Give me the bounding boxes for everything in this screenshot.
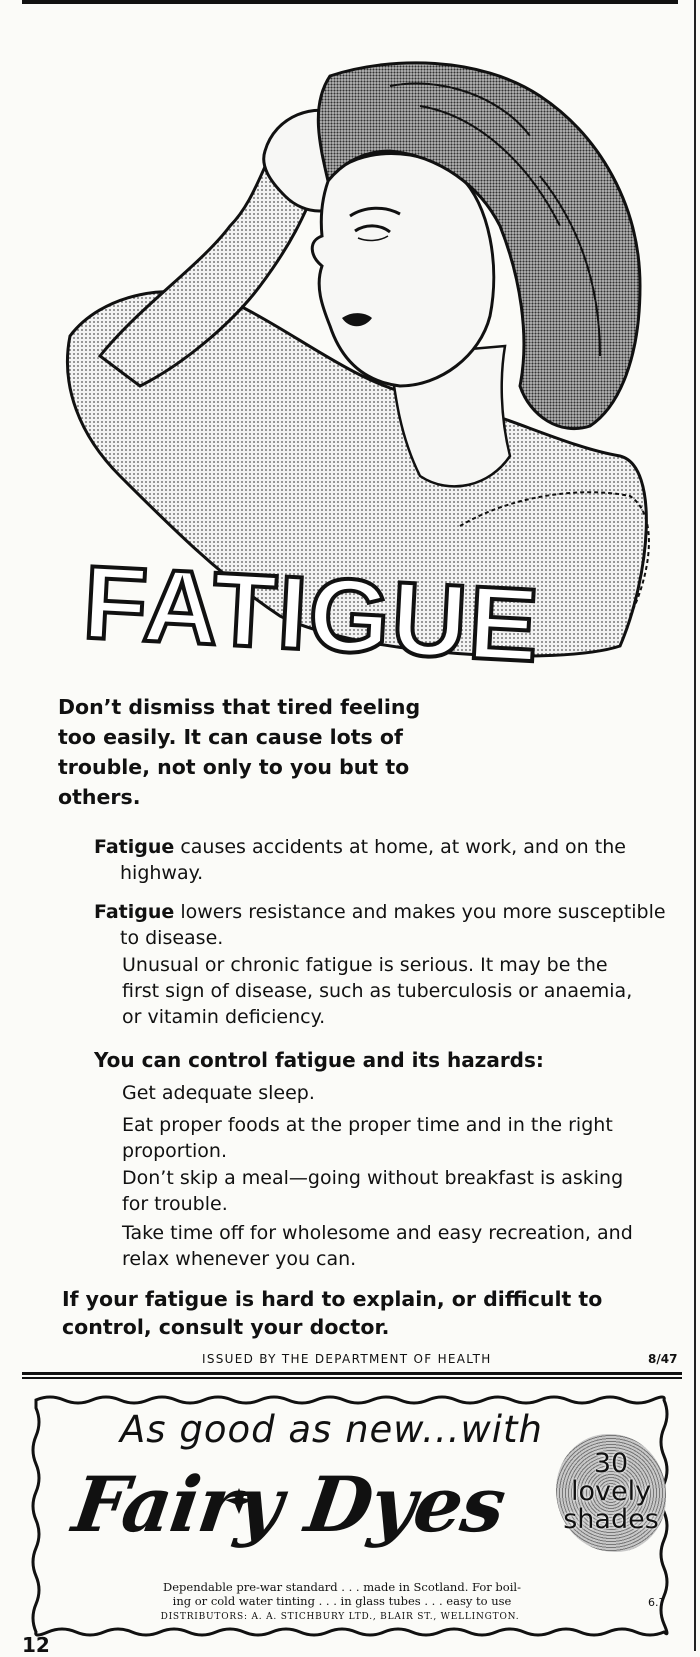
advert-brand: Fairy Dyes: [67, 1460, 511, 1549]
right-column-rule: [694, 0, 696, 1651]
issue-code: 8/47: [648, 1352, 678, 1366]
closing-paragraph: If your fatigue is hard to explain, or difficult to control, consult your doctor.: [62, 1287, 603, 1339]
badge-line: shades: [563, 1504, 659, 1535]
advert-description-line: Dependable pre-war standard . . . made in Scotland. For boil-: [163, 1580, 521, 1594]
list-item: Get adequate sleep.: [122, 1082, 315, 1104]
point-lead: Fatigue: [94, 836, 175, 858]
top-rule: [22, 0, 678, 4]
intro-paragraph: Don’t dismiss that tired feeling too easily. It can cause lots of trouble, not only to you but to others.: [58, 695, 421, 809]
advert-description-line: ing or cold water tinting . . . in glass tubes . . . easy to use: [172, 1594, 512, 1608]
point-text: lowers resistance and makes you more susceptible to disease.: [120, 901, 666, 949]
list-item: Don’t skip a meal—going without breakfast is asking for trouble.: [122, 1167, 624, 1215]
headline-text: FATIGUE: [80, 544, 543, 685]
advert-distributors: DISTRIBUTORS: A. A. STICHBURY LTD., BLAIR ST., WELLINGTON.: [160, 1612, 520, 1622]
badge-line: 30: [593, 1448, 629, 1479]
issued-by: ISSUED BY THE DEPARTMENT OF HEALTH: [202, 1352, 492, 1366]
shades-badge: [556, 1434, 666, 1552]
page-number: 12: [22, 1633, 50, 1657]
point-resistance: [94, 899, 676, 951]
section-divider: [22, 1372, 682, 1380]
badge-line: lovely: [570, 1476, 652, 1507]
advert-tagline: As good as new...with: [120, 1408, 543, 1451]
serious-paragraph: Unusual or chronic fatigue is serious. It may be the first sign of disease, such as tuberculosis or anaemia, or vitamin deficiency.: [122, 954, 633, 1028]
advert-code: 6.7: [648, 1596, 666, 1609]
point-accidents: [94, 834, 676, 886]
control-heading: You can control fatigue and its hazards:: [94, 1048, 544, 1072]
point-lead: Fatigue: [94, 901, 175, 923]
list-item: Take time off for wholesome and easy recreation, and relax whenever you can.: [122, 1222, 633, 1270]
point-text: causes accidents at home, at work, and on the highway.: [120, 836, 626, 884]
list-item: Eat proper foods at the proper time and in the right proportion.: [122, 1114, 613, 1162]
